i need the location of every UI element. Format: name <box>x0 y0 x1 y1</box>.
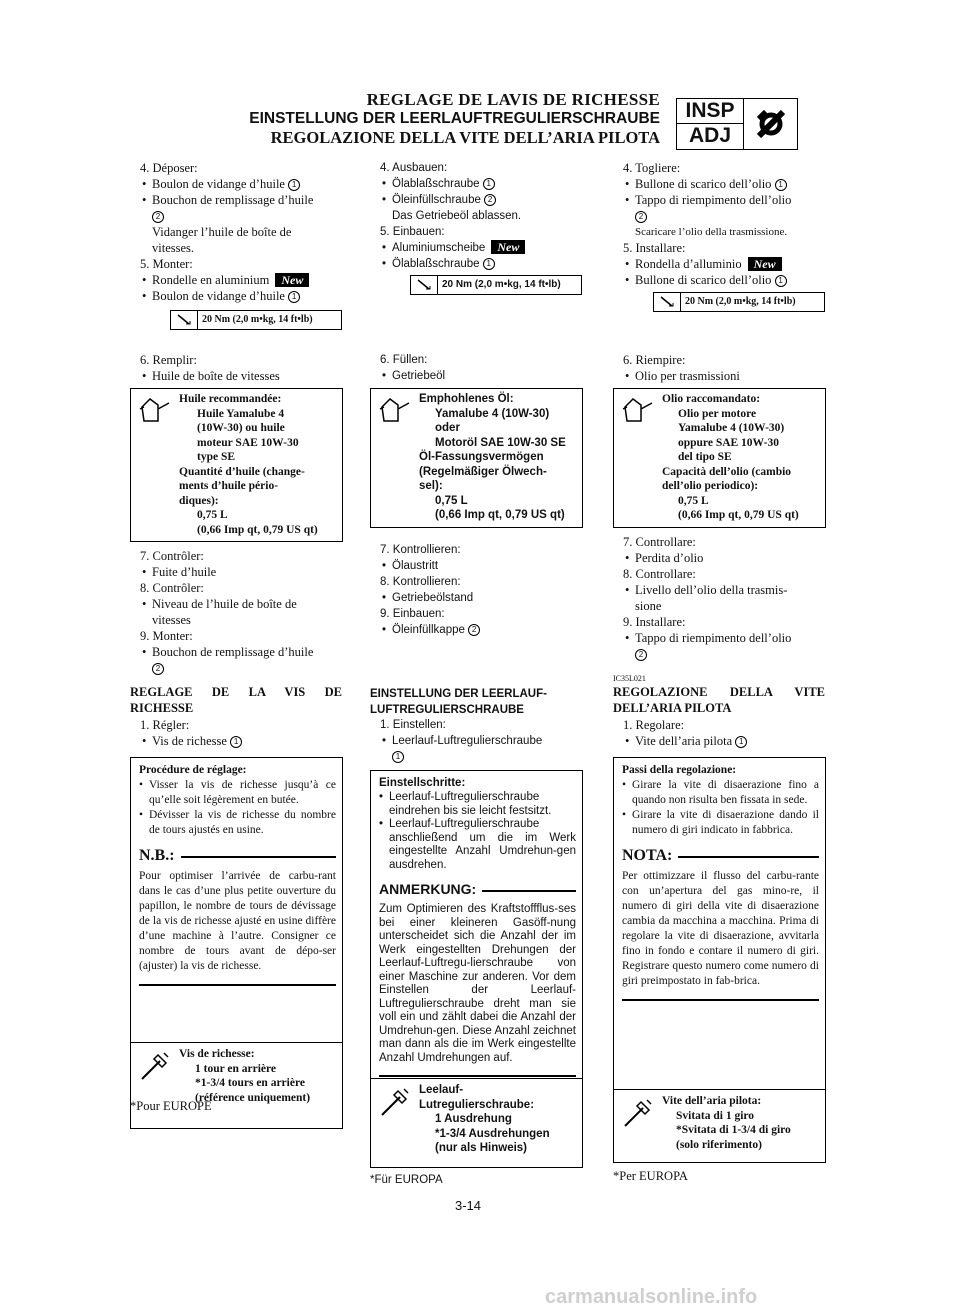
callout-2: 2 <box>635 211 647 223</box>
it-proc-bullet: • Girare la vite di disaerazione dando il numero di giri indicato in fabbrica. <box>622 808 819 838</box>
callout-1: 1 <box>392 751 404 763</box>
fr-proc-heading: Procédure de réglage: <box>139 764 247 776</box>
de-step-5b: Ölablaßschraube <box>392 258 480 270</box>
callout-1: 1 <box>775 179 787 191</box>
de-section-title: EINSTELLUNG DER LEERLAUF- <box>370 688 547 700</box>
fr-note-label: N.B.: <box>139 847 175 864</box>
fr-torque-spec <box>170 310 342 330</box>
column-italian <box>613 160 825 1190</box>
it-step-4: 4. Togliere: <box>623 161 681 175</box>
fr-step-4b: Bouchon de remplissage d’huile <box>152 193 314 207</box>
section-header <box>249 90 660 147</box>
fr-step-9: 9. Monter: <box>140 629 193 643</box>
fr-step-5: 5. Monter: <box>140 257 193 271</box>
it-step-4a: Bullone di scarico dell’olio <box>635 177 772 191</box>
fr-oil-line: 0,75 L <box>197 509 228 521</box>
fr-footnote: *Pour EUROPE <box>130 1099 212 1113</box>
wrench-screwdriver-icon <box>744 99 797 149</box>
de-step-5: 5. Einbauen: <box>380 226 445 238</box>
it-oil-line: (0,66 Imp qt, 0,79 US qt) <box>678 509 799 521</box>
fr-step-4c2: vitesses. <box>152 241 195 255</box>
fr-oil-line: ments d’huile pério- <box>179 480 279 492</box>
it-step-8a1: Livello dell’olio della trasmis- <box>635 583 788 597</box>
fr-oil-spec-box <box>130 388 343 542</box>
it-note-label: NOTA: <box>622 847 673 864</box>
de-step-5a: Aluminiumscheibe <box>392 242 486 254</box>
callout-2: 2 <box>484 194 496 206</box>
fr-oil-line: (0,66 Imp qt, 0,79 US qt) <box>197 523 318 536</box>
new-badge: New <box>748 257 782 271</box>
callout-2: 2 <box>468 624 480 636</box>
fr-oil-line: diques): <box>179 494 219 507</box>
callout-1: 1 <box>775 275 787 287</box>
it-step-6: 6. Riempire: <box>623 353 686 367</box>
it-step-4c: Scaricare l’olio della trasmissione. <box>635 226 788 238</box>
fr-step-4: 4. Déposer: <box>140 161 198 175</box>
de-oil-line: Öl-Fassungsvermögen <box>419 451 544 463</box>
it-torque-value: 20 Nm (2,0 m•kg, 14 ft•lb) <box>685 296 796 307</box>
de-oil-line: oder <box>435 422 460 434</box>
column-german <box>370 160 582 1190</box>
it-section-title: REGOLAZIONE DELLA VITE <box>613 685 825 699</box>
fr-oil-line: (10W-30) ou huile <box>197 422 285 434</box>
callout-2: 2 <box>152 663 164 675</box>
fr-step-7a: Fuite d’huile <box>152 565 217 579</box>
it-oil-line: Olio raccomandato: <box>662 393 761 405</box>
badge-adj: ADJ <box>688 124 731 147</box>
new-badge: New <box>491 240 525 254</box>
fr-proc-bullet: • Visser la vis de richesse jusqu’à ce qu’elle soit légèrement en butée. <box>139 778 336 808</box>
fr-oil-line: moteur SAE 10W-30 <box>197 436 299 449</box>
fr-spec-line: Vis de richesse: <box>179 1048 255 1060</box>
fr-section-title-2: RICHESSE <box>130 701 194 715</box>
screwdriver-icon <box>614 1090 662 1162</box>
callout-1: 1 <box>288 179 300 191</box>
fr-spec-line: *1-3/4 tours en arrière <box>195 1077 305 1089</box>
it-step-9: 9. Installare: <box>623 615 686 629</box>
it-adjust-item: Vite dell’aria pilota <box>635 734 733 748</box>
column-french <box>130 160 342 1160</box>
it-oil-line: dell’olio periodico): <box>662 480 759 492</box>
badge-insp: INSP <box>677 99 743 124</box>
it-oil-line: Olio per motore <box>678 407 757 420</box>
fr-procedure-box <box>130 757 343 1129</box>
de-oil-spec-box <box>370 388 583 528</box>
it-proc-heading: Passi della regolazione: <box>622 764 737 776</box>
fr-step-6: 6. Remplir: <box>140 353 197 367</box>
de-step-8a: Getriebeölstand <box>392 592 474 604</box>
fr-spec-line: 1 tour en arrière <box>195 1062 277 1075</box>
it-proc-bullet: • Girare la vite di disaerazione fino a quando non risulta ben fissata in sede. <box>622 778 819 808</box>
de-spec-box <box>371 1078 582 1167</box>
fr-step-7: 7. Contrôler: <box>140 549 204 563</box>
fr-step-5b: Boulon de vidange d’huile <box>152 289 285 303</box>
page-number: 3-14 <box>455 1198 482 1213</box>
de-adjust-step: 1. Einstellen: <box>380 719 446 731</box>
de-oil-line: (0,66 Imp qt, 0,79 US qt) <box>435 509 565 521</box>
de-spec-line: 1 Ausdrehung <box>435 1113 512 1125</box>
screwdriver-icon <box>131 1043 179 1128</box>
callout-1: 1 <box>735 736 747 748</box>
fr-torque-value: 20 Nm (2,0 m•kg, 14 ft•lb) <box>202 314 313 325</box>
it-note-header <box>622 848 819 863</box>
it-step-4b: Tappo di riempimento dell’olio <box>635 193 792 207</box>
de-step-8: 8. Kontrollieren: <box>380 576 461 588</box>
it-spec-line: Vite dell’aria pilota: <box>662 1095 762 1107</box>
de-proc-bullet: • Leerlauf-Luftregulierschraube eindrehen bis sie leicht festsitzt. <box>379 791 576 818</box>
callout-2: 2 <box>152 211 164 223</box>
torque-wrench-icon <box>171 311 198 329</box>
fr-note-body: Pour optimiser l’arrivée de carbu-rant dans le cas d’une plus petite ouverture du papillon, le nombre de tours de dévissage de la vis de richesse ajusté en usine diffère d’une machine à l’autre. Consigner ce nombre de tours avant de dépo-ser (ajuster) la vis de richesse. <box>139 870 336 972</box>
it-spec-line: Svitata di 1 giro <box>676 1109 755 1122</box>
fr-oil-line: Quantité d’huile (change- <box>179 465 305 478</box>
de-step-7: 7. Kontrollieren: <box>380 544 461 556</box>
it-step-8: 8. Controllare: <box>623 567 696 581</box>
header-title-it: REGOLAZIONE DELLA VITE DELL’ARIA PILOTA <box>270 128 660 147</box>
fr-section-title: REGLAGE DE LA VIS DE <box>130 685 342 699</box>
it-adjust-step: 1. Regolare: <box>623 718 685 732</box>
de-step-7a: Ölaustritt <box>392 560 439 572</box>
de-torque-value: 20 Nm (2,0 m•kg, 14 ft•lb) <box>442 279 561 290</box>
oil-can-icon <box>371 389 419 527</box>
it-step-5b: Bullone di scarico dell’olio <box>635 273 772 287</box>
screwdriver-icon <box>371 1079 419 1167</box>
it-oil-line: del tipo SE <box>678 451 732 463</box>
it-step-6a: Olio per trasmissioni <box>635 369 740 383</box>
fr-spec-box <box>131 1042 342 1128</box>
de-oil-line: 0,75 L <box>435 494 468 507</box>
de-note-header <box>379 882 576 897</box>
it-oil-line: Yamalube 4 (10W-30) <box>678 422 785 434</box>
it-step-7a: Perdita d’olio <box>635 551 704 565</box>
fr-step-8a1: Niveau de l’huile de boîte de <box>152 597 297 611</box>
it-oil-spec-box <box>613 388 826 528</box>
fr-spec-line: (référence uniquement) <box>195 1091 311 1104</box>
it-step-7: 7. Controllare: <box>623 535 696 549</box>
it-spec-line: *Svitata di 1-3/4 di giro <box>676 1124 791 1136</box>
it-procedure-box <box>613 757 826 1163</box>
fr-adjust-item: Vis de richesse <box>152 734 227 748</box>
de-note-body: Zum Optimieren des Kraftstoffflus-ses bei einer kleineren Gasöff-nung unterscheidet sich die Anzahl der im Werk eingestellten Drehungen der Leerlauf-Luftregu-lierschraube von einer Maschine zur anderen. Vor dem Einstellen der Leerlauf-Luftregulierschraube dreht man sie voll ein und zählt dabei die Anzahl der Umdrehun-gen. Diese Anzahl zeichnet man dann als die im Werk eingestellte Anzahl Umdrehungen auf. <box>379 903 576 1064</box>
de-spec-line: Lutregulierschraube: <box>419 1098 535 1111</box>
torque-wrench-icon <box>654 293 681 311</box>
de-procedure-box <box>370 770 583 1168</box>
oil-can-icon <box>131 389 179 541</box>
it-step-5: 5. Installare: <box>623 241 686 255</box>
de-section-title-2: LUFTREGULIERSCHRAUBE <box>370 704 524 716</box>
fr-step-8a2: vitesses <box>152 613 191 627</box>
de-footnote: *Für EUROPA <box>370 1174 443 1186</box>
header-title-fr: REGLAGE DE LAVIS DE RICHESSE <box>366 90 660 109</box>
fr-note-header <box>139 848 336 863</box>
fr-adjust-step: 1. Régler: <box>140 718 190 732</box>
de-step-4b: Öleinfüllschraube <box>392 194 481 206</box>
new-badge: New <box>275 273 309 287</box>
de-proc-bullet: • Leerlauf-Luftregulierschraube anschließend um die im Werk eingestellte Anzahl Umdrehun-gen ausdrehen. <box>379 818 576 872</box>
de-step-9a: Öleinfüllkappe <box>392 624 465 636</box>
it-spec-box <box>614 1089 825 1162</box>
de-oil-line: sel): <box>419 480 443 492</box>
fr-step-9a: Bouchon de remplissage d’huile <box>152 645 314 659</box>
it-step-5a: Rondella d’alluminio <box>635 257 742 271</box>
de-note-label: ANMERKUNG: <box>379 881 477 897</box>
it-section-title-2: DELL’ARIA PILOTA <box>613 701 732 715</box>
header-title-de: EINSTELLUNG DER LEERLAUFTREGULIERSCHRAUBE <box>249 110 660 127</box>
fr-step-4a: Boulon de vidange d’huile <box>152 177 285 191</box>
de-oil-line: (Regelmäßiger Ölwech- <box>419 465 547 478</box>
callout-1: 1 <box>483 178 495 190</box>
it-spec-line: (solo riferimento) <box>676 1138 762 1151</box>
it-oil-line: 0,75 L <box>678 494 709 507</box>
de-step-4c: Das Getriebeöl ablassen. <box>392 210 522 222</box>
it-step-8a2: sione <box>635 599 662 613</box>
de-step-4: 4. Ausbauen: <box>380 162 448 174</box>
fr-step-8: 8. Contrôler: <box>140 581 204 595</box>
de-proc-heading: Einstellschritte: <box>379 777 466 789</box>
de-spec-line: Leelauf- <box>419 1084 464 1096</box>
callout-2: 2 <box>635 649 647 661</box>
de-torque-spec <box>410 275 582 295</box>
de-step-6a: Getriebeöl <box>392 370 446 382</box>
it-footnote: *Per EUROPA <box>613 1169 688 1183</box>
de-spec-line: *1-3/4 Ausdrehungen <box>435 1127 550 1140</box>
fr-step-5a: Rondelle en aluminium <box>152 273 270 287</box>
insp-adj-badge <box>676 98 798 150</box>
it-step-9a: Tappo di riempimento dell’olio <box>635 631 792 645</box>
it-oil-line: oppure SAE 10W-30 <box>678 436 779 449</box>
de-step-9: 9. Einbauen: <box>380 608 445 620</box>
watermark: carmanualsonline.info <box>545 1286 758 1308</box>
oil-can-icon <box>614 389 662 527</box>
fr-oil-line: type SE <box>197 451 236 463</box>
de-step-4a: Ölablaßschraube <box>392 178 480 190</box>
de-adjust-item: Leerlauf-Luftregulierschraube <box>392 735 543 747</box>
de-spec-line: (nur als Hinweis) <box>435 1142 528 1154</box>
fr-proc-bullet: • Dévisser la vis de richesse du nombre de tours ajustés en usine. <box>139 808 336 838</box>
it-oil-line: Capacità dell’olio (cambio <box>662 465 792 478</box>
de-step-6: 6. Füllen: <box>380 354 428 366</box>
de-oil-line: Yamalube 4 (10W-30) <box>435 407 550 420</box>
callout-1: 1 <box>230 736 242 748</box>
fr-oil-line: Huile Yamalube 4 <box>197 407 285 420</box>
callout-1: 1 <box>483 258 495 270</box>
it-section-code: IC35L021 <box>613 674 646 683</box>
fr-oil-line: Huile recommandée: <box>179 393 282 405</box>
callout-1: 1 <box>288 291 300 303</box>
it-note-body: Per ottimizzare il flusso del carbu-rante con un’apertura del gas mino-re, il numero di giri della vite di disaerazione cambia da macchina a macchina. Prima di regolare la vite di disaerazione, avvitarla fino in fondo e contare il numero di giri. Registrare questo numero come numero di giri preimpostato in fab-brica. <box>622 870 819 987</box>
fr-step-6a: Huile de boîte de vitesses <box>152 369 280 383</box>
torque-wrench-icon <box>411 276 438 294</box>
fr-step-4c1: Vidanger l’huile de boîte de <box>152 225 292 239</box>
de-oil-line: Motoröl SAE 10W-30 SE <box>435 436 566 449</box>
it-torque-spec <box>653 292 825 312</box>
de-oil-line: Emphohlenes Öl: <box>419 393 514 405</box>
